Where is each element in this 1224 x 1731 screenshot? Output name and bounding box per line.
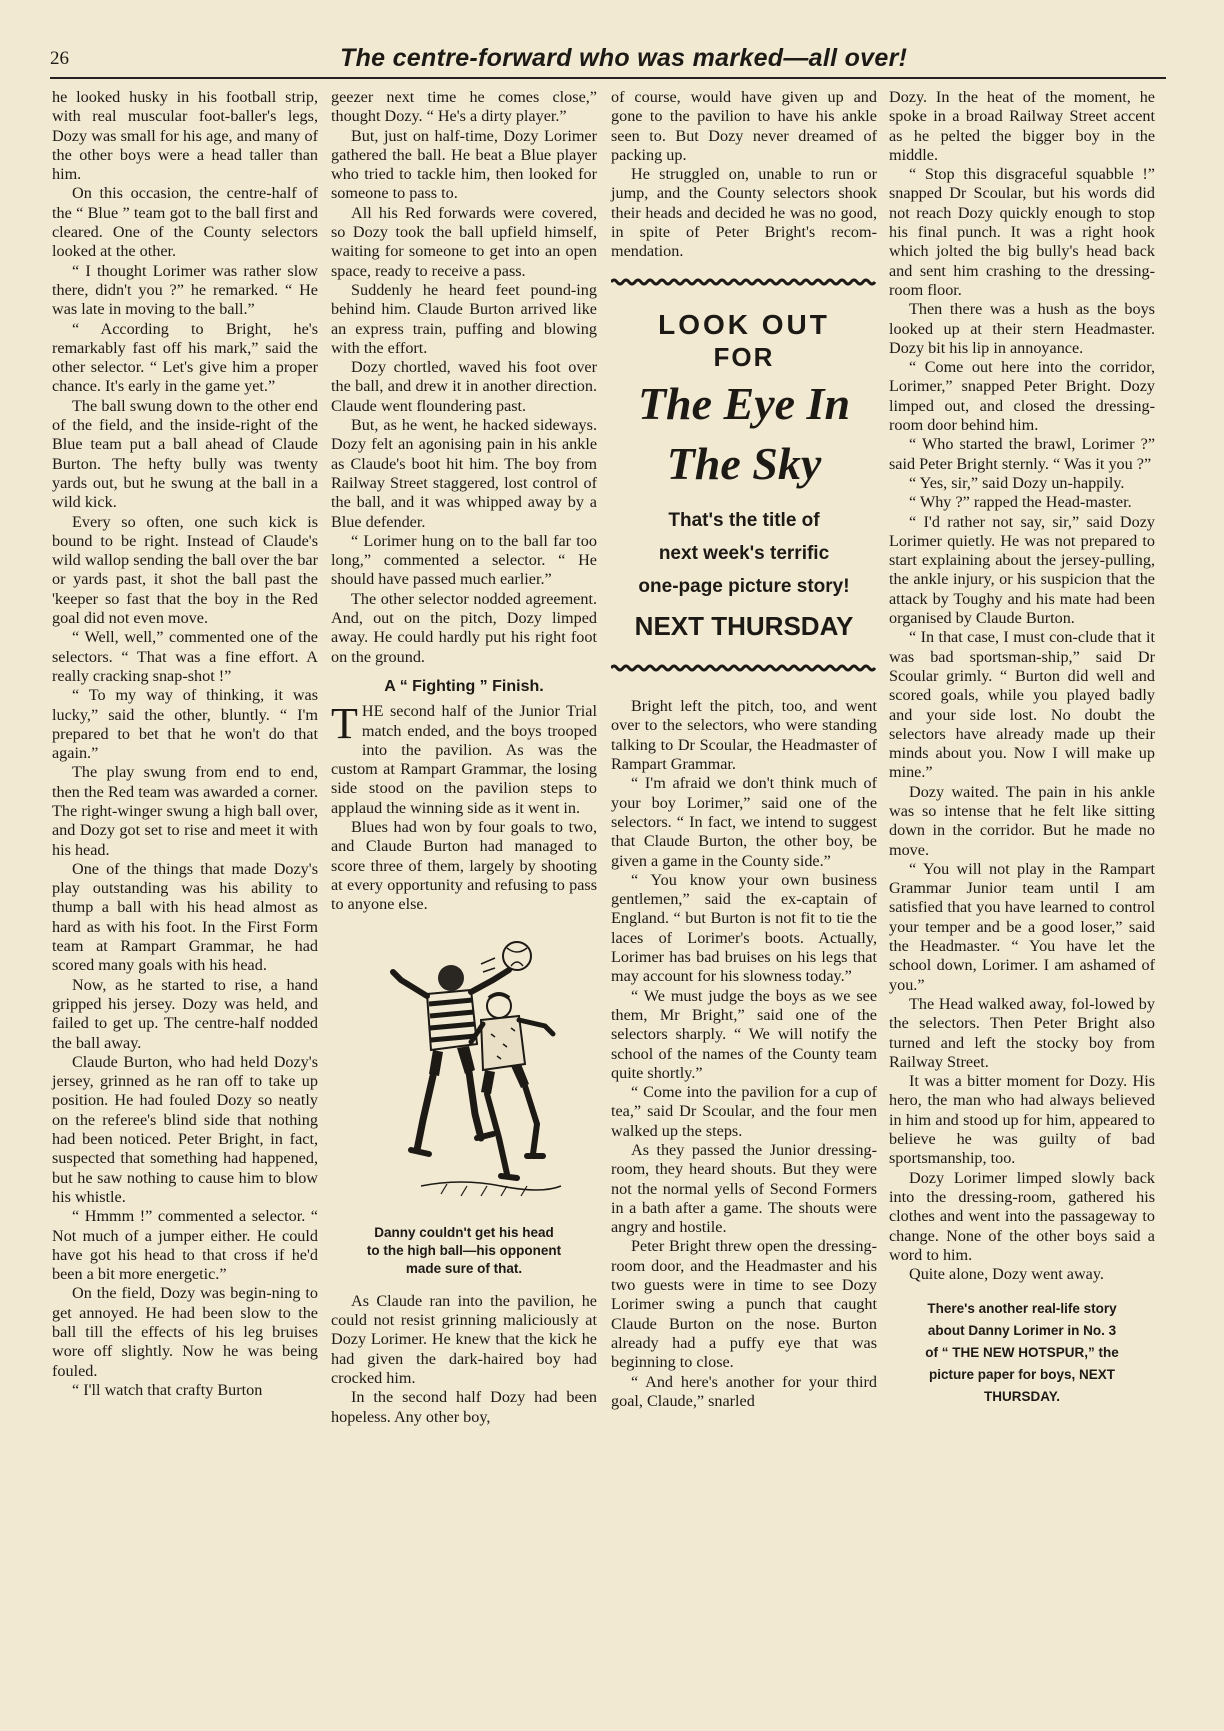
advert-title-line: The Sky <box>666 437 822 489</box>
advert-border-bottom <box>611 664 877 672</box>
paragraph: he looked husky in his football strip, with real muscular foot-baller's legs, Dozy was small for his age, and many of the other boys were a head taller than him. <box>52 88 318 184</box>
paragraph: Quite alone, Dozy went away. <box>909 1265 1104 1284</box>
paragraph: “ Why ?” rapped the Head-master. <box>909 493 1132 512</box>
advert-look-out: LOOK OUT <box>658 308 830 340</box>
advert-for: FOR <box>713 342 775 373</box>
paragraph: “ To my way of thinking, it was lucky,” said the other, bluntly. “ I'm prepared to bet that he won't do that again.” <box>52 686 318 763</box>
paragraph: Blues had won by four goals to two, and Claude Burton had managed to score three of them, largely by shooting at every opportunity and refusing to pass to anyone else. <box>331 817 597 914</box>
paragraph: Now, as he started to rise, a hand gripped his jersey. Dozy was held, and failed to get up. The centre-half nodded the ball away. <box>52 975 318 1052</box>
advert-title-line: The Eye In <box>637 377 851 429</box>
advert-border-top <box>611 278 877 286</box>
caption-line: to the high ball—his opponent <box>366 1242 562 1258</box>
advert-subtitle <box>611 504 877 603</box>
paragraph: The ball swung down to the other end of the field, and the inside-right of the Blue team put a ball ahead of Claude Burton. The hefty bully was twenty yards out, but he swung at the ball in a wild kick. <box>52 396 318 512</box>
paragraph: “ I thought Lorimer was rather slow there, didn't you ?” he remarked. “ He was late in moving to the ball.” <box>52 261 318 319</box>
paragraph: “ In that case, I must con-clude that it was bad sportsman-ship,” said Dr Scoular grimly. “ Burton did well and scored goals, while you played badly and your side lost. No doubt the selectors have already made up their minds about you. Now I will make up mine.” <box>889 628 1155 782</box>
paragraph: The other selector nodded agreement. And, out on the pitch, Dozy limped away. He could hardly put his right foot on the ground. <box>331 589 597 666</box>
advert-box <box>611 272 877 677</box>
column-4 <box>889 88 1155 1408</box>
paragraph: Dozy. In the heat of the moment, he spoke in a broad Railway Street accent as he pelted the bigger boy in the middle. <box>889 88 1155 164</box>
dropcap-letter: T <box>331 699 358 749</box>
promo-notice <box>889 1298 1155 1408</box>
caption-line: Danny couldn't get his head <box>374 1224 554 1240</box>
paragraph: But, just on half-time, Dozy Lorimer gathered the ball. He beat a Blue player who tried to tackle him, then looked for someone to pass to. <box>331 126 597 203</box>
paragraph: It was a bitter moment for Dozy. His hero, the man who had always believed in him and stood up for him, appeared to believe he was guilty of bad sportsmanship, too. <box>889 1072 1155 1168</box>
paragraph: In the second half Dozy had been hopeless. Any other boy, <box>331 1388 597 1426</box>
paragraph: One of the things that made Dozy's play outstanding was his ability to thump a ball with his head almost as hard as with his foot. In the First Form team at Rampart Grammar, he had scored many goals with his head. <box>52 859 318 975</box>
paragraph: Claude Burton, who had held Dozy's jersey, grinned as he ran off to take up position. He had fouled Dozy so neatly on the referee's blind side that nothing had been noticed. Peter Bright, in fact, suspected that something had happened, but he saw nothing to cause him to blow his whistle. <box>52 1052 318 1206</box>
page-number: 26 <box>50 48 69 69</box>
promo-line: THURSDAY. <box>983 1389 1061 1405</box>
paragraph: “ You know your own business gentlemen,” said the ex-captain of England. “ but Burton is not fit to tie the laces of Lorimer's boots. Actually, Lorimer has bad bruises on his legs that may account for his slowness today.” <box>611 870 877 986</box>
paragraph: He struggled on, unable to run or jump, and the County selectors shook their heads and decided he was no good, in spite of Peter Bright's recom-mendation. <box>611 165 877 261</box>
paragraph: “ You will not play in the Rampart Grammar Junior team until I am satisfied that you have learned to control your temper and be a good loser,” said the Headmaster. “ You have let the school down, Lorimer. I am ashamed of you.” <box>889 859 1155 994</box>
dropcap-paragraph <box>331 699 597 818</box>
header-rule <box>50 77 1166 79</box>
column-3 <box>611 88 877 1411</box>
paragraph: The Head walked away, fol-lowed by the selectors. Then Peter Bright also turned and left the stocky boy from Railway Street. <box>889 994 1155 1071</box>
page-headline: The centre-forward who was marked—all over! <box>340 44 908 72</box>
advert-next-thursday: NEXT THURSDAY <box>634 610 854 641</box>
paragraph: Then there was a hush as the boys looked up at their stern Headmaster. Dozy bit his lip in annoyance. <box>889 300 1155 357</box>
paragraph: Dozy chortled, waved his foot over the ball, and drew it in another direction. Claude went floundering past. <box>331 358 597 415</box>
column-2 <box>331 88 597 1427</box>
promo-line: picture paper for boys, NEXT <box>928 1367 1116 1383</box>
dropcap-text: HE second half of the Junior Trial match ended, and the boys trooped into the pavilion. As was the custom at Rampart Grammar, the losing side stood on the pavilion steps to applaud the winning side as it went in. <box>331 702 597 817</box>
caption-line: made sure of that. <box>405 1260 523 1276</box>
paragraph: Dozy waited. The pain in his ankle was so intense that he felt like sitting down in the corridor. But he made no move. <box>889 782 1155 859</box>
advert-title <box>611 374 877 494</box>
column-1 <box>52 88 318 1400</box>
paragraph: “ I'll watch that crafty Burton <box>72 1380 263 1399</box>
paragraph: “ And here's another for your third goal, Claude,” snarled <box>611 1372 877 1410</box>
illustration-caption <box>331 1224 597 1278</box>
paragraph: “ We must judge the boys as we see them, Mr Bright,” said one of the selectors sharply. “ We will notify the school of the names of the County team quite shortly.” <box>611 986 877 1082</box>
section-subheading: A “ Fighting ” Finish. <box>384 677 544 695</box>
paragraph: geezer next time he comes close,” thought Dozy. “ He's a dirty player.” <box>331 88 597 126</box>
promo-line: of “ THE NEW HOTSPUR,” the <box>925 1345 1119 1361</box>
paragraph: “ According to Bright, he's remarkably fast off his mark,” said the other selector. “ Let's give him a proper chance. It's early in the game yet.” <box>52 319 318 396</box>
paragraph: “ Yes, sir,” said Dozy un-happily. <box>909 473 1125 492</box>
paragraph: Bright left the pitch, too, and went over to the selectors, who were standing talking to Dr Scoular, the Headmaster of Rampart Grammar. <box>611 697 877 774</box>
football-illustration <box>331 924 597 1214</box>
paragraph: As Claude ran into the pavilion, he could not resist grinning maliciously at Dozy Lorimer. He knew that the kick he had given the dark-haired boy had crocked him. <box>331 1291 597 1387</box>
promo-line: about Danny Lorimer in No. 3 <box>927 1323 1117 1339</box>
paragraph: But, as he went, he hacked sideways. Dozy felt an agonising pain in his ankle as Claude's boot hit him. The boy from Railway Street staggered, lost control of the ball, and it was whipped away by a Blue defender. <box>331 416 597 531</box>
paragraph: “ Lorimer hung on to the ball far too long,” commented a selector. “ He should have passed much earlier.” <box>331 531 597 589</box>
paragraph: On this occasion, the centre-half of the “ Blue ” team got to the ball first and cleared. One of the County selectors looked at the other. <box>52 184 318 261</box>
paragraph: As they passed the Junior dressing-room, they heard shouts. But they were not the normal yells of Second Formers in a bath after a game. The shouts were angry and hostile. <box>611 1140 877 1237</box>
paragraph: “ Come out here into the corridor, Lorimer,” snapped Peter Bright. Dozy limped out, and closed the dressing-room door behind him. <box>889 358 1155 435</box>
paragraph: Suddenly he heard feet pound-ing behind him. Claude Burton arrived like an express train, puffing and blowing with the effort. <box>331 280 597 357</box>
advert-sub-line: That's the title of <box>668 509 820 531</box>
paragraph: “ Who started the brawl, Lorimer ?” said Peter Bright sternly. “ Was it you ?” <box>889 435 1155 473</box>
paragraph: “ I'm afraid we don't think much of your boy Lorimer,” said one of the selectors. “ In fact, we intend to suggest that Claude Burton, the other boy, be given a game in the County side.” <box>611 774 877 870</box>
paragraph: “ Come into the pavilion for a cup of tea,” said Dr Scoular, and the four men walked up the steps. <box>611 1083 877 1140</box>
advert-sub-line: one-page picture story! <box>638 575 850 597</box>
paragraph: “ I'd rather not say, sir,” said Dozy Lorimer quietly. He was not prepared to start explaining about the jersey-pulling, the ankle injury, or his suspicion that the attack by Toughy and his mate had been organised by Claude Burton. <box>889 512 1155 628</box>
paragraph: The play swung from end to end, then the Red team was awarded a corner. The right-winger swung a high ball over, and Dozy got set to rise and meet it with his head. <box>52 763 318 859</box>
paragraph: “ Hmmm !” commented a selector. “ Not much of a jumper either. He could have got his head to that cross if he'd been a bit more energetic.” <box>52 1207 318 1284</box>
paragraph: Dozy Lorimer limped slowly back into the dressing-room, gathered his clothes and went into the passageway to change. None of the other boys said a word to him. <box>889 1168 1155 1264</box>
paragraph: “ Well, well,” commented one of the selectors. “ That was a fine effort. A really cracking snap-shot !” <box>52 628 318 685</box>
paragraph: Peter Bright threw open the dressing-room door, and the Headmaster and his two guests were in time to see Dozy Lorimer swing a punch that caught Claude Burton on the nose. Burton already had a puffy eye that was beginning to close. <box>611 1237 877 1372</box>
paragraph: of course, would have given up and gone to the pavilion to have his ankle seen to. But Dozy never dreamed of packing up. <box>611 88 877 164</box>
advert-sub-line: next week's terrific <box>658 542 830 564</box>
promo-line: There's another real-life story <box>927 1301 1117 1317</box>
paragraph: All his Red forwards were covered, so Dozy took the ball upfield himself, waiting for someone to get into an open space, ready to receive a pass. <box>331 203 597 280</box>
paragraph: Every so often, one such kick is bound to be right. Instead of Claude's wild wallop sending the ball over the bar or yards past, it shot the ball past the 'keeper so fast that the boy in the Red goal did not even move. <box>52 512 318 628</box>
paragraph: On the field, Dozy was begin-ning to get annoyed. He had been slow to the ball till the effects of his leg bruises wore off slightly. Now he was being fouled. <box>52 1284 318 1380</box>
paragraph: “ Stop this disgraceful squabble !” snapped Dr Scoular, but his words did not reach Dozy quickly enough to stop his final punch. It was a right hook which jolted the big bully's head back and sent him crashing to the dressing-room floor. <box>889 165 1155 299</box>
